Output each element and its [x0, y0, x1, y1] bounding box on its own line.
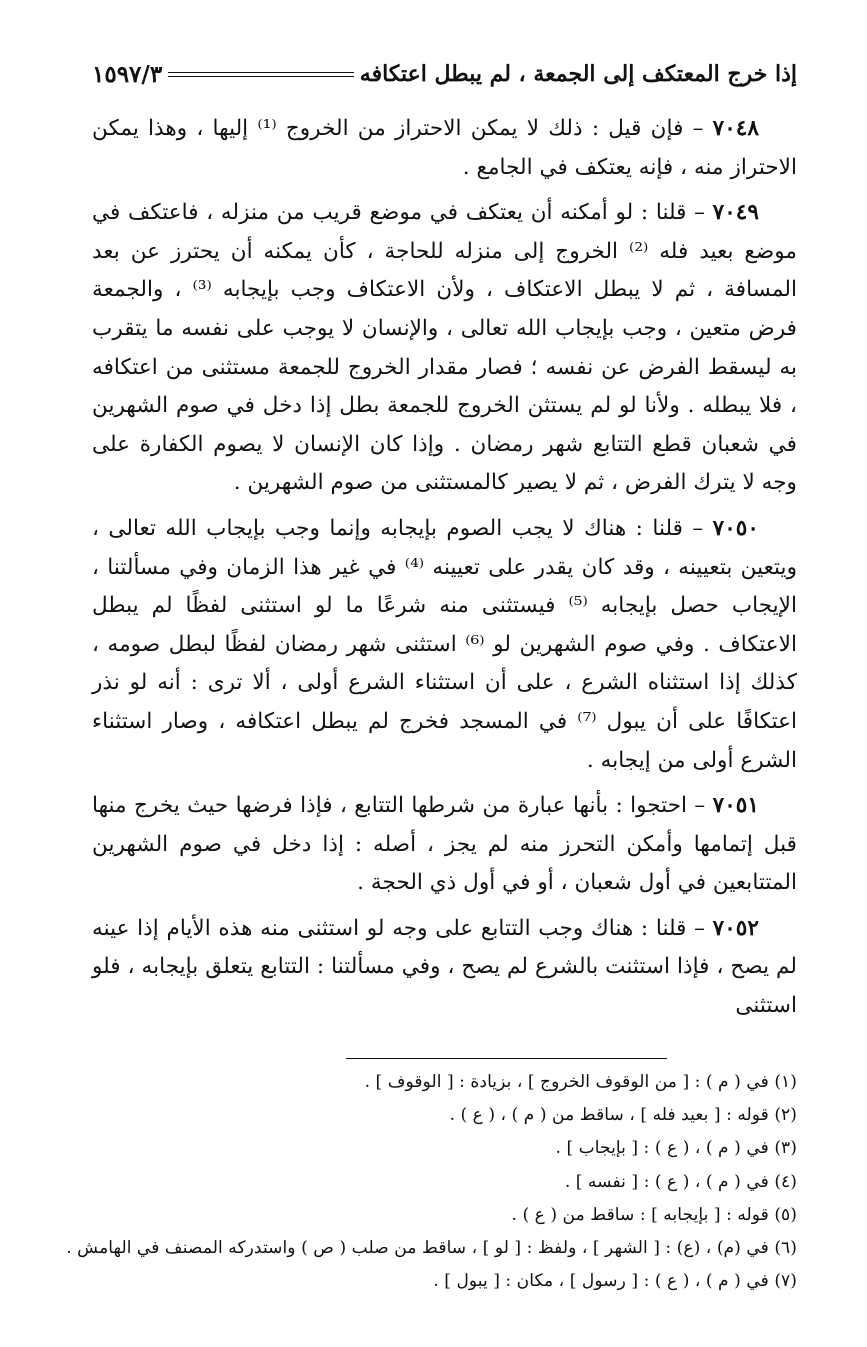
footnote: (٦) في (م) ، (ع) : [ الشهر ] ، ولفظ : [ لو ] ، ساقط من صلب ( ص ) واستدركه المصنف في الهامش .	[66, 1238, 797, 1259]
footnote: (٣) في ( م ) ، ( ع ) : [ بإيجاب ] .	[555, 1138, 797, 1159]
footnote: (٢) قوله : [ بعيد فله ] ، ساقط من ( م ) ، ( ع ) .	[449, 1105, 797, 1126]
footnote-separator	[346, 1058, 667, 1059]
paragraph	[92, 510, 797, 780]
paragraph-number: ٧٠٤٩	[712, 200, 759, 226]
main-text	[92, 110, 797, 1033]
paragraph	[92, 110, 797, 187]
paragraph	[92, 910, 797, 1026]
footnote: (٤) في ( م ) ، ( ع ) : [ نفسه ] .	[564, 1171, 797, 1192]
header-title: إذا خرج المعتكف إلى الجمعة ، لم يبطل اعتكافه	[359, 61, 797, 87]
footnote: (١) في ( م ) : [ من الوقوف الخروج ] ، بزيادة : [ الوقوف ] .	[364, 1072, 797, 1092]
paragraph-number: ٧٠٥١	[712, 793, 759, 819]
paragraph-text: – قلنا : هناك وجب التتابع على وجه لو استثنى منه هذه الأيام إذا عينه لم يصح ، فإذا استثنت بالشرع لم يصح ، وفي مسألتنا : التتابع يتعلق بإيجابه ، فلو استثنى	[92, 915, 797, 1019]
paragraph-text: – احتجوا : بأنها عبارة من شرطها التتابع ، فإذا فرضها حيث يخرج منها قبل إتمامها وأمكن التحرز منه لم يجز ، أصله : إذا دخل في صوم الشهرين المتتابعين في أول شعبان ، أو في أول ذي الحجة .	[92, 793, 797, 896]
paragraph-number: ٧٠٥٠	[712, 515, 759, 541]
running-header	[92, 56, 797, 92]
footnote: (٧) في ( م ) ، ( ع ) : [ رسول ] ، مكان : [ يبول ] .	[433, 1271, 797, 1292]
paragraph-text: – فإن قيل : ذلك لا يمكن الاحتراز من الخروج ⁽¹⁾ إليها ، وهذا يمكن الاحتراز منه ، فإنه يعتكف في الجامع .	[92, 116, 797, 180]
paragraph	[92, 194, 797, 503]
paragraph-text: – قلنا : هناك لا يجب الصوم بإيجابه وإنما وجب بإيجاب الله تعالى ، ويتعين بتعيينه ، وقد كان يقدر على تعيينه ⁽⁴⁾ في غير هذا الزمان وفي مسألتنا ، الإيجاب حصل بإيجابه ⁽⁵⁾ فيستثنى منه شرعًا ما لو استثنى لفظًا لم يبطل الاعتكاف . وفي صوم الشهرين لو ⁽⁶⁾ استثنى شهر رمضان لفظًا لبطل صومه ، كذلك إذا استثناه الشرع ، على أن استثناء الشرع أولى ، ألا ترى : أنه لو نذر اعتكافًا على أن يبول ⁽⁷⁾ في المسجد فخرج لم يبطل اعتكافه ، وصار استثناء الشرع أولى من إيجابه .	[92, 515, 798, 773]
page-number: ١٥٩٧/٣	[92, 60, 163, 88]
paragraph	[92, 787, 797, 903]
paragraph-number: ٧٠٥٢	[712, 915, 759, 941]
header-rule	[168, 72, 354, 77]
footnotes	[60, 1066, 797, 1298]
paragraph-text: – قلنا : لو أمكنه أن يعتكف في موضع قريب من منزله ، فاعتكف في موضع بعيد فله ⁽²⁾ الخروج إلى منزله للحاجة ، كأن يمكنه أن يحترز عن بعد المسافة ، ثم لا يبطل الاعتكاف ، ولأن الاعتكاف وجب بإيجابه ⁽³⁾ ، والجمعة فرض متعين ، وجب بإيجاب الله تعالى ، والإنسان لا يوجب على نفسه ما يتقرب به ليسقط الفرض عن نفسه ؛ فصار مقدار الخروج للجمعة مستثنى من اعتكافه ، فلا يبطله . ولأنا لو لم يستثن الخروج للجمعة بطل إذا دخل في صوم الشهرين في شعبان قطع التتابع شهر رمضان . وإذا كان الإنسان لا يصوم الكفارة على وجه لا يترك الفرض ، ثم لا يصير كالمستثنى من صوم الشهرين .	[92, 200, 797, 496]
paragraph-number: ٧٠٤٨	[712, 116, 759, 141]
footnote: (٥) قوله : [ بإيجابه ] : ساقط من ( ع ) .	[511, 1204, 797, 1225]
